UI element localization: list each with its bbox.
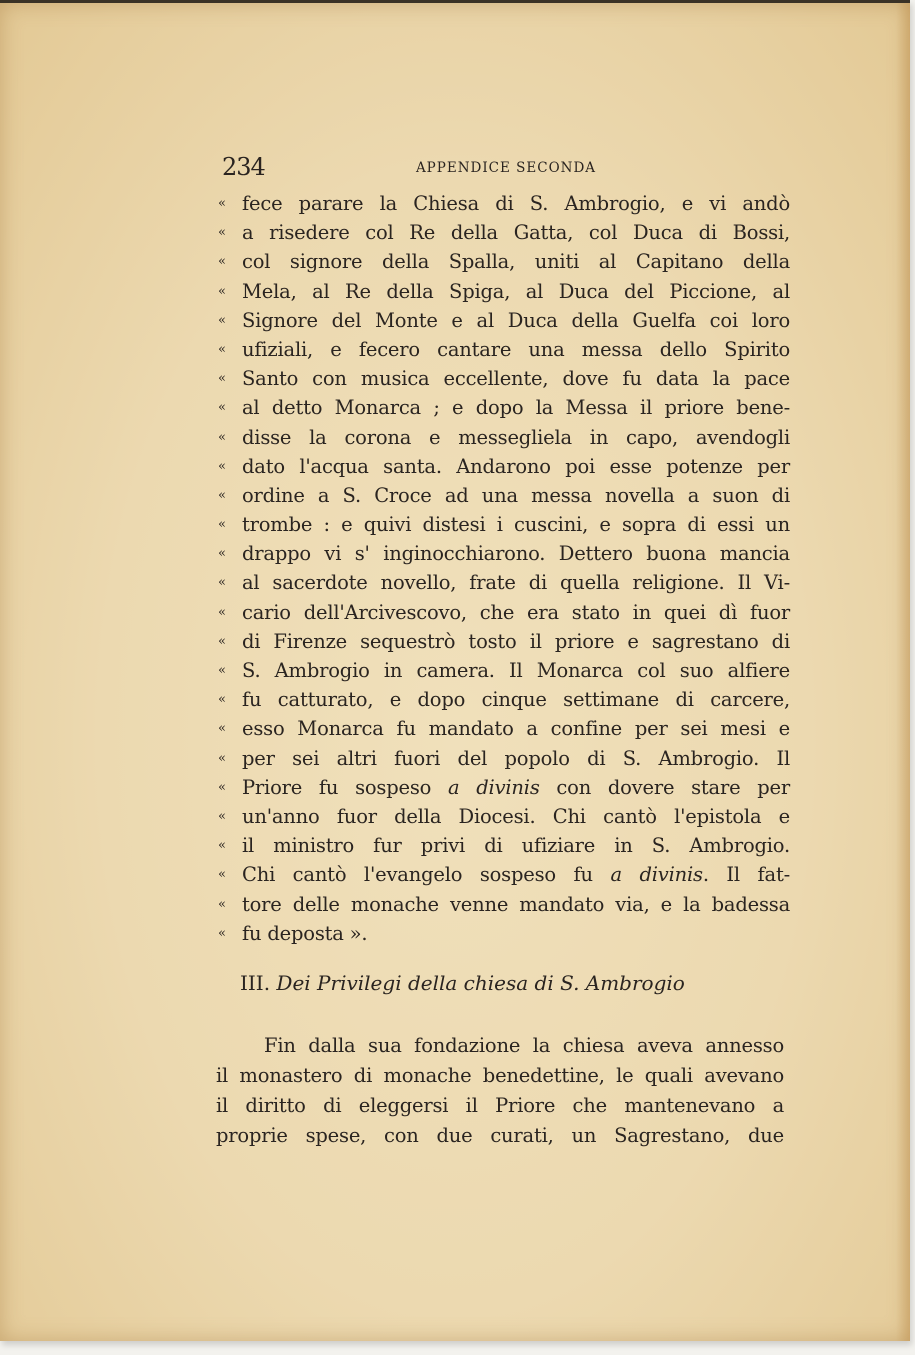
quote-mark: « [218,254,226,270]
section-title: Dei Privilegi della chiesa di S. Ambrogio [276,971,685,995]
quote-mark: « [218,196,226,211]
quote-line-text: drappo vi s' inginocchiarono. Dettero buona mancia [242,542,790,566]
quote-line-text: di Firenze sequestrò tosto il priore e sagrestano di [242,629,790,653]
quote-line [218,510,790,539]
italic-phrase: a divinis [448,775,540,799]
quote-line [218,831,790,860]
quote-line [218,189,790,218]
quote-line [218,218,790,247]
quote-line-text: col signore della Spalla, uniti al Capitano della [242,250,790,274]
quote-line [218,568,790,597]
quote-line [218,277,790,306]
quote-mark: « [218,867,226,883]
quote-mark: « [218,429,226,445]
quote-line [218,481,790,510]
quote-mark: « [218,896,226,912]
quote-mark: « [218,604,226,620]
body-paragraph [216,1031,784,1151]
quote-line-text: fece parare la Chiesa di S. Ambrogio, e vi andò [242,192,790,215]
page-number: 234 [222,153,265,181]
quote-line-text: a risedere col Re della Gatta, col Duca di Bossi, [242,221,790,245]
quote-line-text: al sacerdote novello, frate di quella religione. Il Vi- [242,571,790,595]
section-numeral: III. [240,971,271,995]
quote-mark: « [218,400,226,416]
quote-mark: « [218,575,226,591]
quote-line [218,744,790,773]
quote-line-text: un'anno fuor della Diocesi. Chi cantò l'epistola e [242,804,790,828]
quote-mark: « [218,371,226,387]
quote-line-text: ufiziali, e fecero cantare una messa dello Spirito [242,337,790,361]
quote-mark: « [218,808,226,824]
section-heading [240,971,685,995]
quote-line [218,919,790,948]
quote-mark: « [218,341,226,357]
italic-phrase: a divinis [610,863,703,887]
quote-mark: « [218,225,226,241]
quote-line-text: S. Ambrogio in camera. Il Monarca col suo alfiere [242,659,790,682]
quote-line [218,364,790,393]
quote-line-text: il ministro fur privi di ufiziare in S. Ambrogio. [242,834,790,858]
paragraph-line: Fin dalla sua fondazione la chiesa aveva annesso [264,1034,784,1057]
quote-mark: « [218,517,226,533]
quote-mark: « [218,458,226,474]
quote-line [218,335,790,364]
running-head-title: APPENDICE SECONDA [415,160,597,176]
quote-mark: « [218,283,226,299]
quote-line [218,598,790,627]
quote-mark: « [218,838,226,854]
quote-line-text: Signore del Monte e al Duca della Guelfa coi loro [242,308,790,332]
quote-line-text: per sei altri fuori del popolo di S. Ambrogio. Il [242,746,790,770]
quote-line [218,714,790,743]
quote-mark: « [218,312,226,328]
quote-line [218,860,790,889]
quote-line-text: disse la corona e messegliela in capo, avendogli [242,425,790,449]
quote-line [218,452,790,481]
quote-line [218,773,790,802]
quote-line [218,656,790,685]
quote-line [218,423,790,452]
quote-line [218,539,790,568]
quote-line [218,802,790,831]
quote-line [218,627,790,656]
quote-mark: « [218,750,226,766]
quote-line-text: Santo con musica eccellente, dove fu data la pace [242,367,790,391]
quote-line-text: Chi cantò l'evangelo sospeso fu a divinis. Il fat- [242,863,790,887]
quote-mark: « [218,546,226,562]
quote-mark: « [218,633,226,649]
quote-line-text: cario dell'Arcivescovo, che era stato in quei dì fuor [242,600,790,624]
quoted-passage [218,189,790,948]
paragraph-line: proprie spese, con due curati, un Sagrestano, due [216,1124,784,1147]
quote-line-text: trombe : e quivi distesi i cuscini, e sopra di essi un [242,513,790,537]
quote-line [218,685,790,714]
quote-line-text: al detto Monarca ; e dopo la Messa il priore bene- [242,396,790,420]
quote-line-text: esso Monarca fu mandato a confine per sei mesi e [242,717,790,741]
paragraph-line: il monastero di monache benedettine, le quali avevano [216,1064,784,1087]
quote-mark: « [218,721,226,737]
quote-line-text: Mela, al Re della Spiga, al Duca del Piccione, al [242,279,790,303]
quote-mark: « [218,692,226,708]
paragraph-line: il diritto di eleggersi il Priore che mantenevano a [216,1094,784,1117]
quote-mark: « [218,487,226,503]
quote-line-text: fu deposta ». [242,921,368,945]
running-head [222,153,790,183]
quote-line-text: Priore fu sospeso a divinis con dovere stare per [242,775,790,799]
quote-line [218,247,790,276]
quote-line [218,306,790,335]
quote-mark: « [218,779,226,795]
quote-line-text: fu catturato, e dopo cinque settimane di carcere, [242,688,790,712]
quote-line [218,393,790,422]
quote-mark: « [218,925,226,941]
quote-line-text: dato l'acqua santa. Andarono poi esse potenze per [242,454,790,478]
quote-mark: « [218,663,226,678]
quote-line-text: ordine a S. Croce ad una messa novella a suon di [242,483,790,507]
quote-line-text: tore delle monache venne mandato via, e la badessa [242,892,790,916]
quote-line [218,890,790,919]
